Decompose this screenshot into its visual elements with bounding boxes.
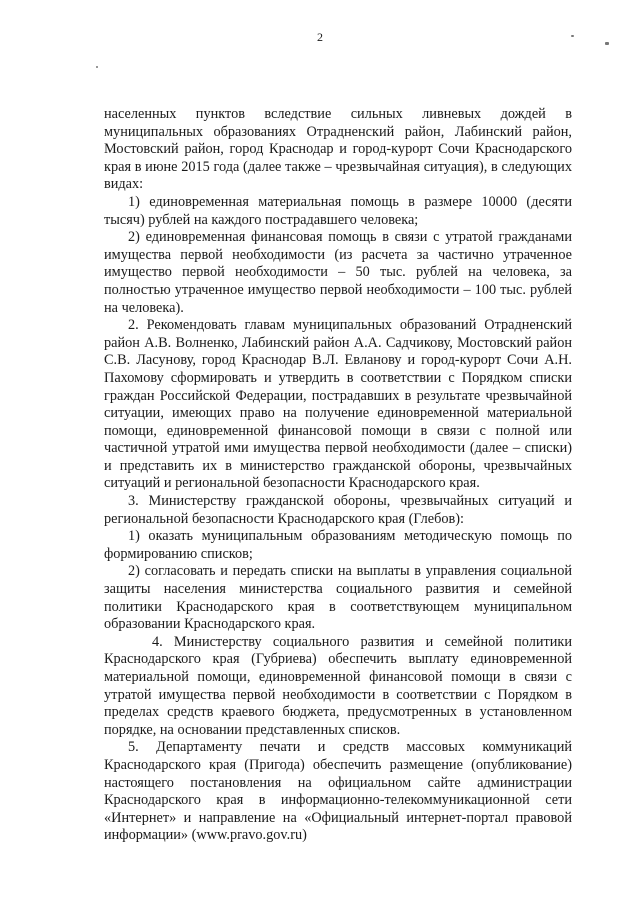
paragraph-item-5: 5. Департаменту печати и средств массовых коммуникаций Краснодарского края (Пригода) обеспечить размещение (опубликование) настоящего постановления на официальном сайте администрации Краснодарского края в информационно-телекоммуникационной сети «Интернет» и направление на «Официальный интернет-портал правовой информации» (www.pravo.gov.ru): [104, 739, 572, 844]
paragraph-item-1-2: 2) единовременная финансовая помощь в связи с утратой гражданами имущества первой необходимости (из расчета за частично утраченное имущество первой необходимости – 50 тыс. рублей на человека, за полностью утраченное имущество первой необходимости – 100 тыс. рублей на человека).: [104, 229, 572, 316]
paragraph-continuation: населенных пунктов вследствие сильных ливневых дождей в муниципальных образованиях Отрадненский район, Лабинский район, Мостовский район, город Краснодар и город-курорт Сочи Краснодарского края в июне 2015 года (далее также – чрезвычайная ситуация), в следующих видах:: [104, 106, 572, 193]
scan-dot: [571, 35, 574, 37]
paragraph-item-4: 4. Министерству социального развития и семейной политики Краснодарского края (Губриева) обеспечить выплату единовременной материальной помощи, единовременной финансовой помощи в связи с утратой имущества первой необходимости в соответствии с Порядком в пределах средств краевого бюджета, предусмотренных в установленном порядке, на основании представленных списков.: [104, 633, 572, 738]
paragraph-item-3-1: 1) оказать муниципальным образованиям методическую помощь по формированию списков;: [104, 528, 572, 562]
document-body: [104, 106, 572, 845]
paragraph-item-3-2: 2) согласовать и передать списки на выплаты в управления социальной защиты населения министерства социального развития и семейной политики Краснодарского края в соответствующем муниципальном образовании Краснодарского края.: [104, 563, 572, 633]
scan-dot: [96, 66, 98, 68]
page-number: 2: [317, 30, 323, 44]
paragraph-item-1-1: 1) единовременная материальная помощь в размере 10000 (десяти тысяч) рублей на каждого пострадавшего человека;: [104, 193, 572, 228]
paragraph-item-2: 2. Рекомендовать главам муниципальных образований Отрадненский район А.В. Волненко, Лабинский район А.А. Садчикову, Мостовский район С.В. Ласунову, город Краснодар В.Л. Евланову и город-курорт Сочи А.Н. Пахомову сформировать и утвердить в соответствии с Порядком списки граждан Российской Федерации, пострадавших в результате чрезвычайной ситуации, имеющих право на получение единовременной материальной помощи, единовременной финансовой помощи в связи с полной или частичной утратой ими имущества первой необходимости (далее – списки) и представить их в министерство гражданской обороны, чрезвычайных ситуаций и региональной безопасности Краснодарского края.: [104, 317, 572, 492]
scan-dot: [605, 42, 609, 45]
paragraph-item-3: 3. Министерству гражданской обороны, чрезвычайных ситуаций и региональной безопасности Краснодарского края (Глебов):: [104, 493, 572, 527]
